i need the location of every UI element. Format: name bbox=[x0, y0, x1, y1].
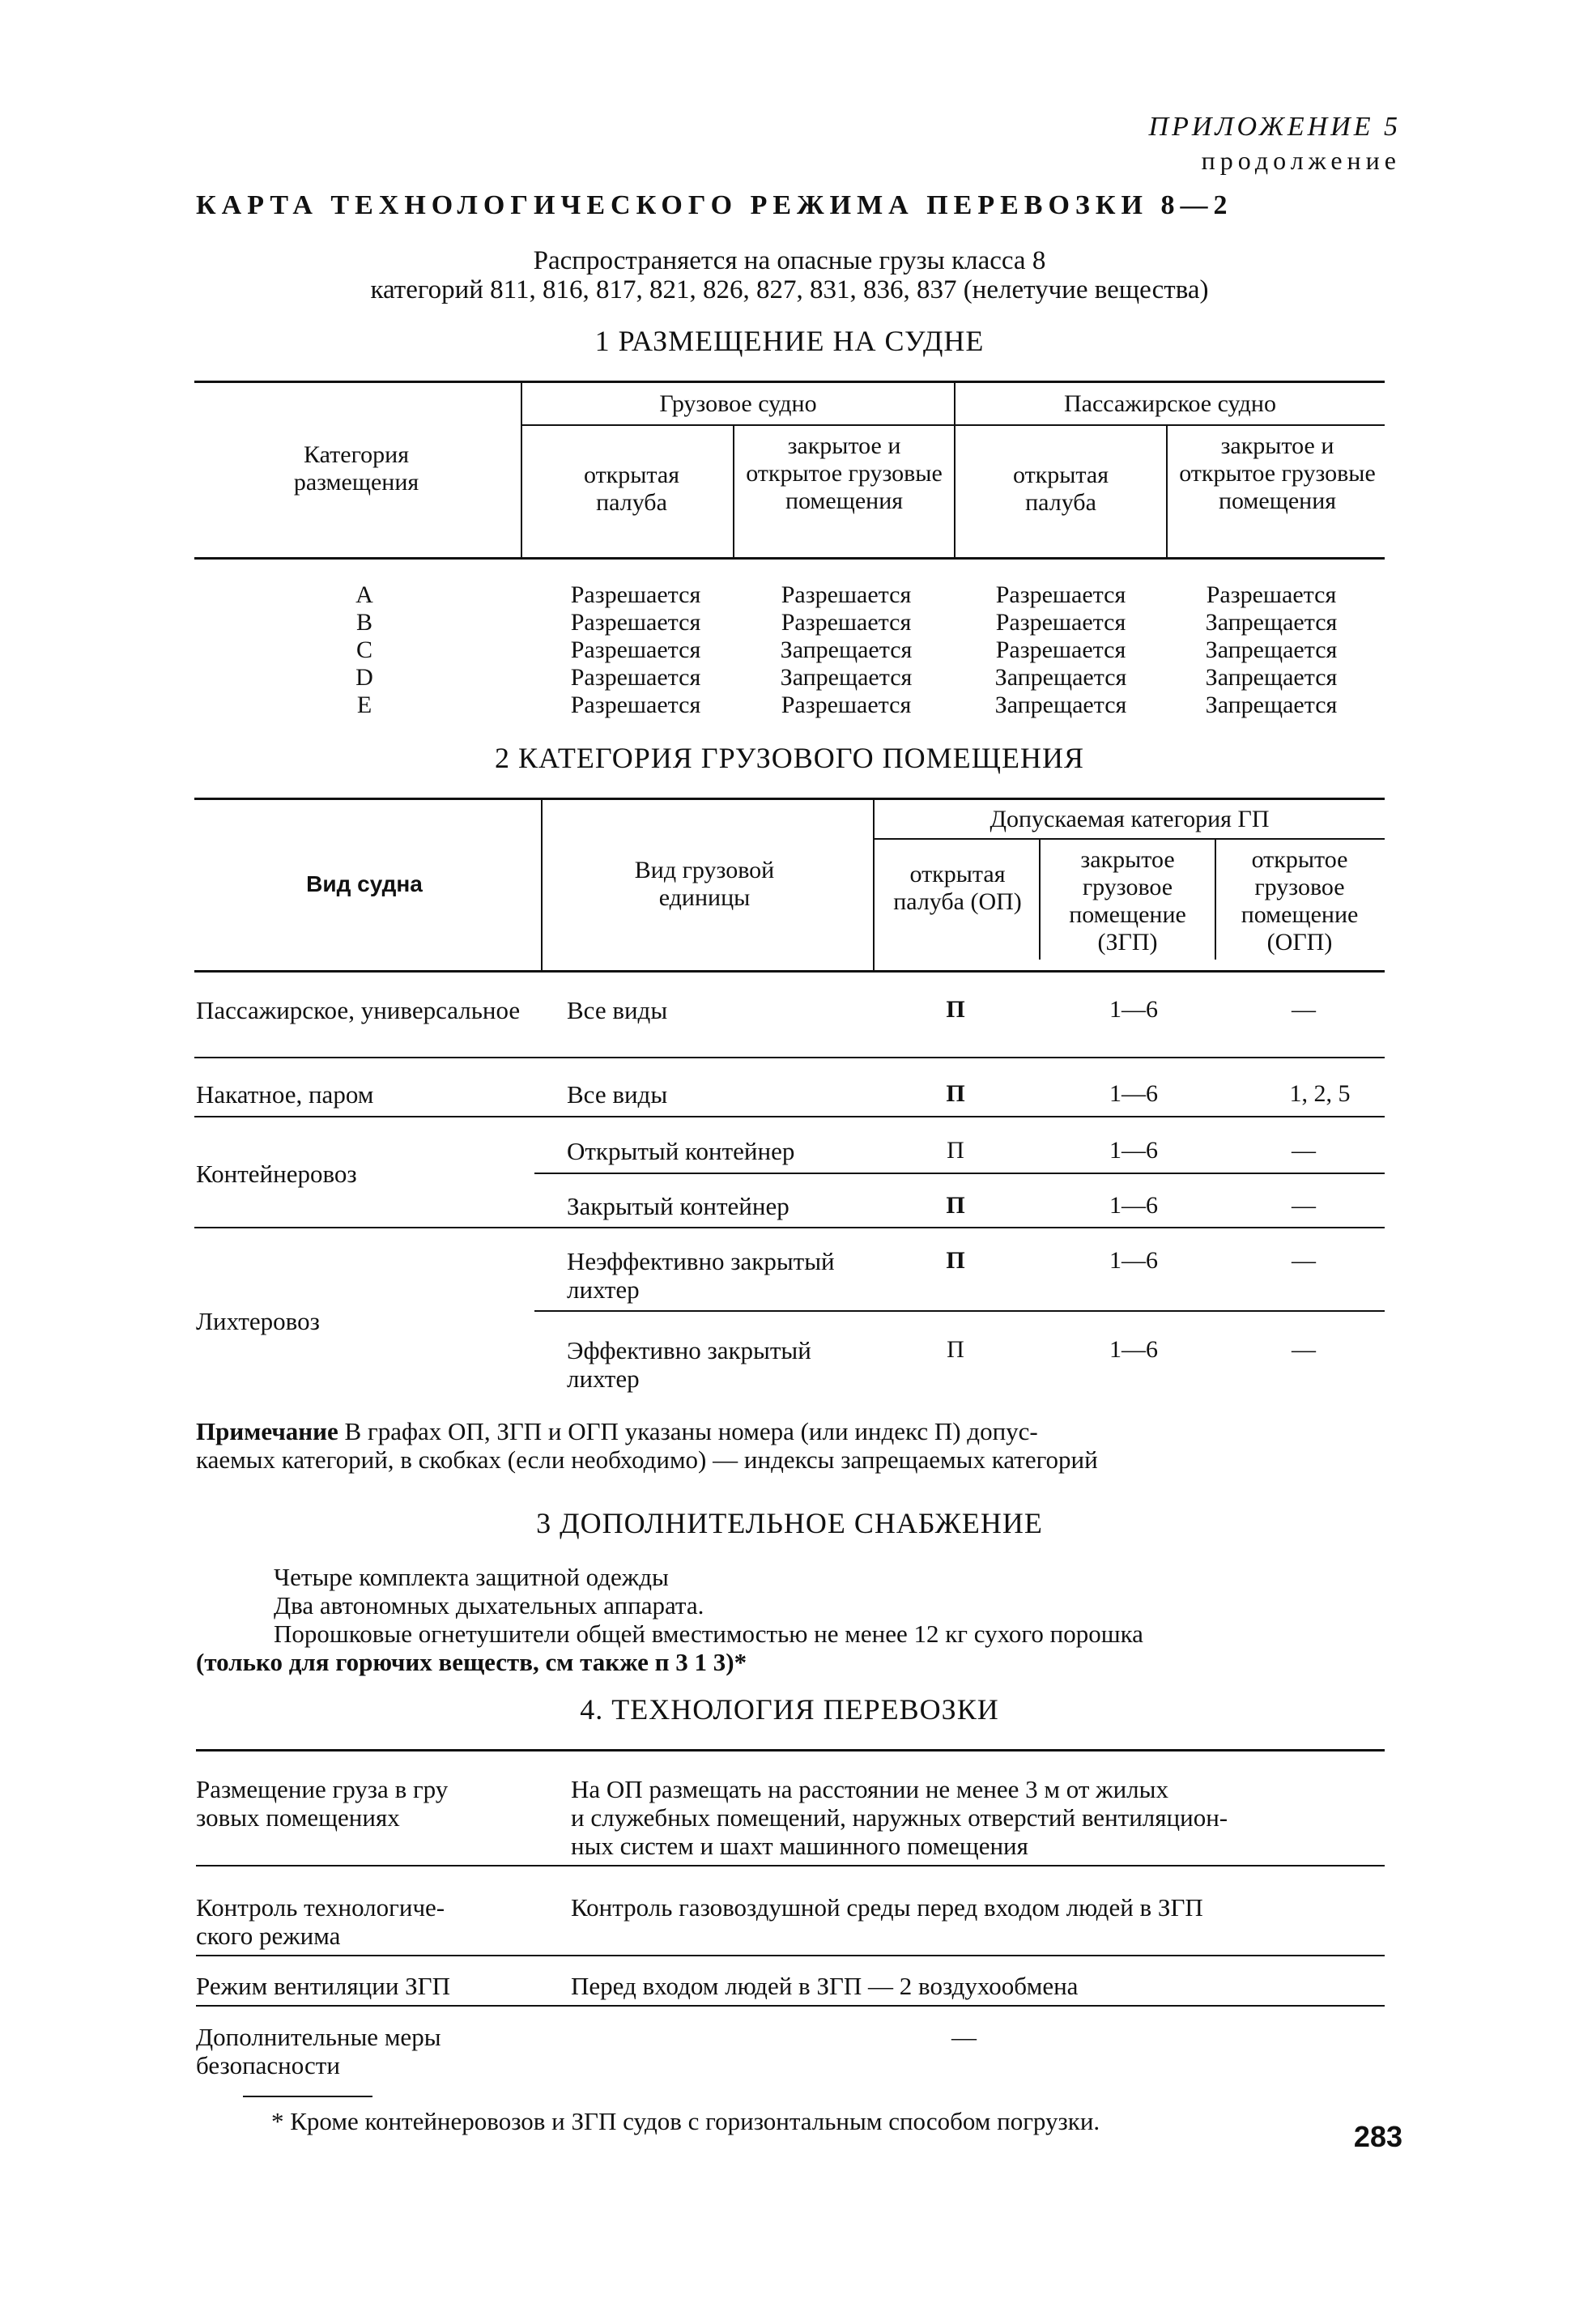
section4-title: 4. ТЕХНОЛОГИЯ ПЕРЕВОЗКИ bbox=[580, 1693, 999, 1726]
row-rule bbox=[196, 1865, 1385, 1866]
note-label: Примечание bbox=[196, 1417, 338, 1445]
tech-key-line: безопасности bbox=[196, 2051, 340, 2079]
tech-value-line: ных систем и шахт машинного помещения bbox=[571, 1832, 1028, 1860]
tech-key-line: Размещение груза в гру bbox=[196, 1775, 449, 1803]
category-cell: C bbox=[355, 636, 372, 663]
ogp-cell: — bbox=[1292, 1336, 1316, 1363]
col-op: открытая палуба (ОП) bbox=[893, 861, 1022, 915]
table2-vline bbox=[1215, 838, 1216, 960]
continuation-label: продолжение bbox=[1201, 146, 1401, 175]
op-cell: П bbox=[946, 1080, 965, 1107]
value-cell: Запрещается bbox=[1205, 609, 1338, 636]
table1-top-rule bbox=[194, 381, 1385, 383]
op-cell: П bbox=[946, 1192, 965, 1219]
value-cell: Разрешается bbox=[995, 609, 1126, 636]
note-line-1: В графах ОП, ЗГП и ОГП указаны номера (или индекс П) допус- bbox=[344, 1417, 1038, 1445]
note-line-2: каемых категорий, в скобках (если необходимо) — индексы запрещаемых категорий bbox=[196, 1445, 1098, 1474]
ogp-cell: — bbox=[1292, 1247, 1316, 1274]
cargo-unit-cell: Все виды bbox=[567, 1080, 668, 1109]
row-rule bbox=[196, 1955, 1385, 1956]
supply-line-3: Порошковые огнетушители общей вместимостью не менее 12 кг сухого порошка bbox=[274, 1620, 1143, 1648]
tech-key-line: ского режима bbox=[196, 1922, 341, 1950]
section3-title: 3 ДОПОЛНИТЕЛЬНОЕ СНАБЖЕНИЕ bbox=[536, 1507, 1043, 1539]
tech-key-line: Режим вентиляции ЗГП bbox=[196, 1972, 450, 2000]
table-note bbox=[196, 1417, 1386, 1445]
group-cargo-ship: Грузовое судно bbox=[659, 390, 817, 417]
category-cell: D bbox=[355, 664, 373, 691]
category-cell: B bbox=[355, 609, 372, 636]
ship-type-cell: Контейнеровоз bbox=[196, 1160, 357, 1188]
value-cell: Разрешается bbox=[570, 692, 701, 718]
col-pass-open-deck: открытая палуба bbox=[1012, 462, 1109, 516]
table1-header-rule bbox=[194, 557, 1385, 560]
tech-key-line: зовых помещениях bbox=[196, 1803, 400, 1832]
row-rule bbox=[196, 2005, 1385, 2007]
row-rule bbox=[194, 1057, 1385, 1058]
row-rule bbox=[194, 1227, 1385, 1228]
tech-value-line: и служебных помещений, наружных отверстий вентиляцион- bbox=[571, 1803, 1228, 1832]
supply-line-1: Четыре комплекта защитной одежды bbox=[274, 1563, 669, 1591]
footnote-rule bbox=[243, 2096, 372, 2097]
cargo-unit-cell: Эффективно закрытый лихтер bbox=[567, 1336, 811, 1393]
value-cell: Разрешается bbox=[995, 636, 1126, 663]
zgp-cell: 1—6 bbox=[1109, 996, 1158, 1023]
value-cell: Запрещается bbox=[994, 692, 1127, 718]
table2-header-rule bbox=[194, 970, 1385, 973]
op-cell: П bbox=[946, 996, 965, 1023]
tech-key-line: Дополнительные меры bbox=[196, 2023, 441, 2051]
value-cell: Разрешается bbox=[781, 692, 912, 718]
cargo-unit-cell: Открытый контейнер bbox=[567, 1137, 795, 1165]
appendix-label: ПРИЛОЖЕНИЕ 5 bbox=[1148, 112, 1401, 142]
op-cell: П bbox=[947, 1336, 964, 1363]
ship-type-cell: Пассажирское, универсальное bbox=[196, 996, 521, 1024]
value-cell: Запрещается bbox=[780, 636, 913, 663]
group-allowed-category: Допускаемая категория ГП bbox=[990, 806, 1270, 832]
table1-vline bbox=[733, 424, 734, 557]
value-cell: Разрешается bbox=[570, 636, 701, 663]
tech-value-line: На ОП размещать на расстоянии не менее 3 м от жилых bbox=[571, 1775, 1168, 1803]
group-passenger-ship: Пассажирское судно bbox=[1064, 390, 1276, 417]
col-category-header: Категория размещения bbox=[293, 441, 419, 496]
section1-title: 1 РАЗМЕЩЕНИЕ НА СУДНЕ bbox=[594, 325, 985, 357]
value-cell: Разрешается bbox=[570, 581, 701, 608]
supply-line-4: (только для горючих веществ, см также п 3 1 3)* bbox=[196, 1648, 747, 1676]
row-rule bbox=[534, 1310, 1385, 1312]
value-cell: Запрещается bbox=[994, 664, 1127, 691]
supply-line-2: Два автономных дыхательных аппарата. bbox=[274, 1591, 704, 1620]
table4-top-rule bbox=[196, 1749, 1385, 1752]
value-cell: Запрещается bbox=[1205, 664, 1338, 691]
value-cell: Разрешается bbox=[781, 581, 912, 608]
ogp-cell: 1, 2, 5 bbox=[1289, 1080, 1351, 1107]
col-cargo-open-deck: открытая палуба bbox=[583, 462, 680, 516]
ship-type-cell: Лихтеровоз bbox=[196, 1307, 320, 1335]
table2-group-rule bbox=[875, 838, 1385, 840]
row-rule bbox=[534, 1173, 1385, 1174]
page-number: 283 bbox=[1353, 2120, 1402, 2153]
subtitle-line-1: Распространяется на опасные грузы класса 8 bbox=[533, 246, 1046, 275]
category-cell: E bbox=[356, 692, 372, 718]
tech-value-line: — bbox=[951, 2023, 977, 2051]
table1-vline bbox=[1166, 424, 1168, 557]
col-ship-type: Вид судна bbox=[306, 871, 423, 896]
zgp-cell: 1—6 bbox=[1109, 1192, 1158, 1219]
table2-vline bbox=[1039, 838, 1041, 960]
col-pass-holds: закрытое и открытое грузовые помещения bbox=[1179, 432, 1376, 514]
value-cell: Разрешается bbox=[570, 664, 701, 691]
cargo-unit-cell: Неэффективно закрытый лихтер bbox=[567, 1247, 835, 1304]
col-cargo-holds: закрытое и открытое грузовые помещения bbox=[746, 432, 943, 514]
op-cell: П bbox=[947, 1137, 964, 1164]
value-cell: Запрещается bbox=[1205, 636, 1338, 663]
subtitle-line-2: категорий 811, 816, 817, 821, 826, 827, 831, 836, 837 (нелетучие вещества) bbox=[370, 275, 1209, 304]
col-cargo-unit: Вид грузовой единицы bbox=[634, 857, 775, 911]
row-rule bbox=[194, 1116, 1385, 1117]
ogp-cell: — bbox=[1292, 1137, 1316, 1164]
tech-key-line: Контроль технологиче- bbox=[196, 1893, 445, 1922]
section2-title: 2 КАТЕГОРИЯ ГРУЗОВОГО ПОМЕЩЕНИЯ bbox=[495, 742, 1084, 774]
table2-top-rule bbox=[194, 798, 1385, 800]
value-cell: Разрешается bbox=[570, 609, 701, 636]
col-zgp: закрытое грузовое помещение (ЗГП) bbox=[1069, 846, 1186, 956]
table2-vline bbox=[541, 798, 543, 970]
op-cell: П bbox=[946, 1247, 965, 1274]
zgp-cell: 1—6 bbox=[1109, 1080, 1158, 1107]
value-cell: Разрешается bbox=[781, 609, 912, 636]
cargo-unit-cell: Закрытый контейнер bbox=[567, 1192, 790, 1220]
category-cell: A bbox=[355, 581, 373, 608]
ogp-cell: — bbox=[1292, 1192, 1316, 1219]
value-cell: Запрещается bbox=[780, 664, 913, 691]
zgp-cell: 1—6 bbox=[1109, 1137, 1158, 1164]
zgp-cell: 1—6 bbox=[1109, 1336, 1158, 1363]
value-cell: Разрешается bbox=[995, 581, 1126, 608]
document-title: КАРТА ТЕХНОЛОГИЧЕСКОГО РЕЖИМА ПЕРЕВОЗКИ 8—2 bbox=[196, 190, 1233, 220]
ship-type-cell: Накатное, паром bbox=[196, 1080, 374, 1109]
zgp-cell: 1—6 bbox=[1109, 1247, 1158, 1274]
tech-value-line: Перед входом людей в ЗГП — 2 воздухообмена bbox=[571, 1972, 1079, 2000]
cargo-unit-cell: Все виды bbox=[567, 996, 668, 1024]
value-cell: Разрешается bbox=[1206, 581, 1337, 608]
value-cell: Запрещается bbox=[1205, 692, 1338, 718]
col-ogp: открытое грузовое помещение (ОГП) bbox=[1241, 846, 1359, 956]
ogp-cell: — bbox=[1292, 996, 1316, 1023]
footnote: * Кроме контейнеровозов и ЗГП судов с горизонтальным способом погрузки. bbox=[271, 2107, 1100, 2135]
tech-value-line: Контроль газовоздушной среды перед входом людей в ЗГП bbox=[571, 1893, 1203, 1922]
